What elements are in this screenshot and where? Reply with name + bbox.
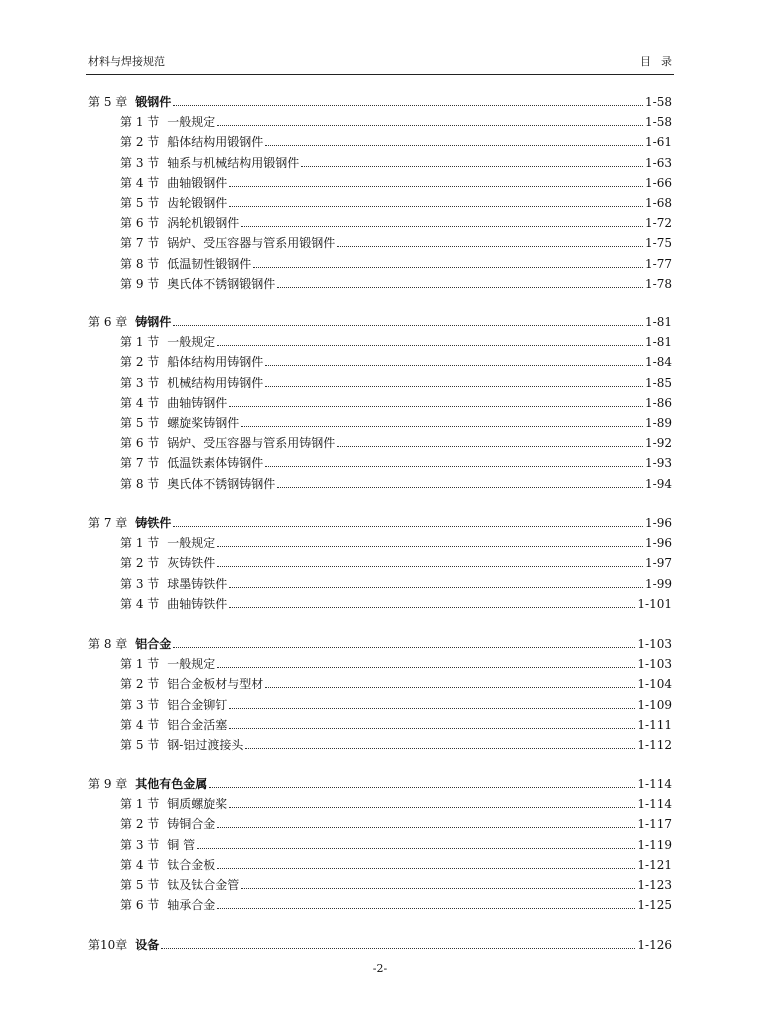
- chapter-number: 第 9 章: [88, 777, 128, 791]
- dot-leader: [229, 728, 635, 729]
- section-title: 铜质螺旋桨: [167, 797, 228, 812]
- chapter-page-number: 1-96: [645, 516, 672, 530]
- toc-section-entry[interactable]: [88, 350, 672, 370]
- section-number: 第 5 节: [120, 196, 160, 210]
- section-number: 第 6 节: [120, 216, 160, 231]
- section-number: 第 1 节: [120, 797, 160, 812]
- dot-leader: [265, 365, 643, 366]
- section-page-number: 1-81: [645, 335, 672, 350]
- section-number: 第 4 节: [120, 857, 160, 872]
- section-title: 锅炉、受压容器与管系用铸钢件: [167, 436, 336, 451]
- chapter-title: 铸钢件: [135, 315, 172, 329]
- section-title: 涡轮机锻钢件: [167, 216, 240, 231]
- section-title: 目录: [640, 55, 682, 68]
- section-number: 第 2 节: [120, 677, 160, 692]
- section-title: 低温韧性锻钢件: [167, 256, 252, 271]
- dot-leader: [229, 206, 643, 207]
- page-number: -2-: [372, 962, 388, 975]
- section-number: 第 6 节: [120, 898, 160, 913]
- section-title: 奥氏体不锈钢锻钢件: [167, 276, 276, 291]
- toc-section-entry[interactable]: [88, 411, 672, 431]
- section-title: 锅炉、受压容器与管系用锻钢件: [167, 236, 336, 251]
- section-number: 第 2 节: [120, 355, 160, 370]
- section-page-number: 1-89: [645, 416, 672, 430]
- toc-chapter-entry[interactable]: [88, 772, 672, 792]
- dot-leader: [337, 246, 643, 247]
- chapter-page-number: 1-126: [637, 938, 672, 952]
- header-divider: [86, 74, 674, 75]
- toc-section-entry[interactable]: [88, 531, 672, 551]
- section-page-number: 1-109: [637, 697, 672, 712]
- section-page-number: 1-117: [637, 817, 672, 832]
- toc-chapter-entry[interactable]: [88, 933, 672, 953]
- section-page-number: 1-114: [637, 797, 672, 812]
- section-page-number: 1-99: [645, 576, 672, 591]
- toc-section-entry[interactable]: [88, 171, 672, 191]
- section-title: 一般规定: [167, 115, 216, 130]
- toc-chapter-entry[interactable]: [88, 310, 672, 330]
- toc-section-entry[interactable]: [88, 211, 672, 231]
- toc-section-entry[interactable]: [88, 130, 672, 150]
- section-page-number: 1-84: [645, 355, 672, 370]
- section-page-number: 1-66: [645, 175, 672, 190]
- chapter-number: 第10章: [88, 938, 128, 952]
- section-title: 灰铸铁件: [167, 556, 216, 571]
- dot-leader: [209, 787, 635, 788]
- chapter-page-number: 1-103: [637, 637, 672, 651]
- toc-chapter-entry[interactable]: [88, 511, 672, 531]
- dot-leader: [217, 827, 635, 828]
- section-number: 第 5 节: [120, 738, 160, 752]
- toc-section-entry[interactable]: [88, 873, 672, 893]
- toc-section-entry[interactable]: [88, 672, 672, 692]
- dot-leader: [217, 667, 635, 668]
- dot-leader: [217, 908, 635, 909]
- section-number: 第 3 节: [120, 375, 160, 390]
- section-title: 齿轮锻钢件: [167, 196, 228, 210]
- section-page-number: 1-125: [637, 898, 672, 913]
- chapter-title: 其他有色金属: [135, 777, 208, 791]
- section-title: 船体结构用铸钢件: [167, 355, 264, 370]
- section-number: 第 5 节: [120, 416, 160, 430]
- section-number: 第 2 节: [120, 556, 160, 571]
- section-title: 低温铁素体铸钢件: [167, 456, 264, 471]
- section-title: 奥氏体不锈钢铸钢件: [167, 476, 276, 491]
- section-title: 曲轴锻钢件: [167, 175, 228, 190]
- toc-section-entry[interactable]: [88, 371, 672, 391]
- section-page-number: 1-72: [645, 216, 672, 231]
- section-number: 第 3 节: [120, 697, 160, 712]
- section-title: 钛及钛合金管: [167, 878, 240, 892]
- dot-leader: [241, 226, 643, 227]
- dot-leader: [217, 566, 643, 567]
- section-number: 第 8 节: [120, 256, 160, 271]
- toc-section-entry[interactable]: [88, 191, 672, 211]
- section-title: 轴系与机械结构用锻钢件: [167, 155, 300, 170]
- dot-leader: [173, 105, 643, 106]
- section-title: 球墨铸铁件: [167, 576, 228, 591]
- dot-leader: [229, 607, 635, 608]
- dot-leader: [217, 125, 643, 126]
- section-number: 第 5 节: [120, 878, 160, 892]
- toc-section-entry[interactable]: [88, 693, 672, 713]
- dot-leader: [245, 748, 635, 749]
- section-number: 第 1 节: [120, 115, 160, 130]
- section-number: 第 4 节: [120, 395, 160, 410]
- section-page-number: 1-78: [645, 276, 672, 291]
- section-page-number: 1-119: [637, 837, 672, 852]
- section-title: 铝合金铆钉: [167, 697, 228, 712]
- section-title: 铝合金板材与型材: [167, 677, 264, 692]
- section-title: 轴承合金: [167, 898, 216, 913]
- section-page-number: 1-86: [645, 395, 672, 410]
- dot-leader: [277, 287, 643, 288]
- section-title: 钢-铝过渡接头: [167, 738, 244, 752]
- toc-chapter-entry[interactable]: [88, 90, 672, 110]
- chapter-number: 第 8 章: [88, 637, 128, 651]
- toc-section-entry[interactable]: [88, 472, 672, 492]
- section-number: 第 8 节: [120, 476, 160, 491]
- section-page-number: 1-93: [645, 456, 672, 471]
- section-title: 螺旋桨铸钢件: [167, 416, 240, 430]
- section-number: 第 4 节: [120, 717, 160, 732]
- dot-leader: [197, 848, 635, 849]
- chapter-number: 第 6 章: [88, 315, 128, 329]
- section-page-number: 1-103: [637, 657, 672, 672]
- toc-section-entry[interactable]: [88, 652, 672, 672]
- section-title: 铝合金活塞: [167, 717, 228, 732]
- section-number: 第 2 节: [120, 135, 160, 150]
- section-title: 机械结构用铸钢件: [167, 375, 264, 390]
- dot-leader: [265, 145, 643, 146]
- dot-leader: [229, 186, 643, 187]
- document-title: 材料与焊接规范: [88, 55, 165, 68]
- toc-section-entry[interactable]: [88, 833, 672, 853]
- section-number: 第 9 节: [120, 276, 160, 291]
- toc-section-entry[interactable]: [88, 592, 672, 612]
- toc-section-entry[interactable]: [88, 272, 672, 292]
- dot-leader: [217, 546, 643, 547]
- running-header: [88, 52, 682, 72]
- section-title: 曲轴铸铁件: [167, 596, 228, 611]
- toc-section-entry[interactable]: [88, 431, 672, 451]
- dot-leader: [337, 446, 643, 447]
- toc-section-entry[interactable]: [88, 853, 672, 873]
- toc-section-entry[interactable]: [88, 733, 672, 753]
- section-title: 曲轴铸钢件: [167, 395, 228, 410]
- toc-section-entry[interactable]: [88, 252, 672, 272]
- section-title: 一般规定: [167, 536, 216, 551]
- section-number: 第 7 节: [120, 456, 160, 471]
- chapter-title: 铸铁件: [135, 516, 172, 530]
- section-title: 铜 管: [167, 837, 196, 852]
- toc-section-entry[interactable]: [88, 330, 672, 350]
- toc-chapter-entry[interactable]: [88, 632, 672, 652]
- chapter-title: 铝合金: [135, 637, 172, 651]
- section-number: 第 4 节: [120, 175, 160, 190]
- chapter-title: 锻钢件: [135, 95, 172, 109]
- dot-leader: [229, 587, 643, 588]
- section-page-number: 1-121: [637, 857, 672, 872]
- dot-leader: [265, 466, 643, 467]
- toc-section-entry[interactable]: [88, 391, 672, 411]
- toc-section-entry[interactable]: [88, 551, 672, 571]
- chapter-title: 设备: [135, 938, 160, 952]
- toc-section-entry[interactable]: [88, 812, 672, 832]
- section-number: 第 3 节: [120, 155, 160, 170]
- dot-leader: [277, 487, 643, 488]
- dot-leader: [265, 386, 643, 387]
- toc-section-entry[interactable]: [88, 451, 672, 471]
- chapter-page-number: 1-114: [637, 777, 672, 791]
- section-number: 第 1 节: [120, 335, 160, 350]
- section-page-number: 1-61: [645, 135, 672, 150]
- chapter-number: 第 5 章: [88, 95, 128, 109]
- section-number: 第 7 节: [120, 236, 160, 251]
- dot-leader: [301, 166, 643, 167]
- dot-leader: [241, 426, 643, 427]
- section-number: 第 3 节: [120, 576, 160, 591]
- section-page-number: 1-97: [645, 556, 672, 571]
- dot-leader: [241, 888, 635, 889]
- section-page-number: 1-111: [637, 717, 672, 732]
- dot-leader: [229, 406, 643, 407]
- section-page-number: 1-94: [645, 476, 672, 491]
- section-page-number: 1-77: [645, 256, 672, 271]
- toc-section-entry[interactable]: [88, 151, 672, 171]
- section-number: 第 3 节: [120, 837, 160, 852]
- chapter-number: 第 7 章: [88, 516, 128, 530]
- toc-section-entry[interactable]: [88, 231, 672, 251]
- section-page-number: 1-101: [637, 596, 672, 611]
- section-page-number: 1-96: [645, 536, 672, 551]
- dot-leader: [173, 647, 635, 648]
- dot-leader: [265, 687, 635, 688]
- section-title: 一般规定: [167, 657, 216, 672]
- dot-leader: [229, 708, 635, 709]
- chapter-page-number: 1-81: [645, 315, 672, 329]
- section-title: 船体结构用锻钢件: [167, 135, 264, 150]
- section-number: 第 1 节: [120, 657, 160, 672]
- section-page-number: 1-112: [637, 738, 672, 752]
- toc-section-entry[interactable]: [88, 713, 672, 733]
- dot-leader: [217, 868, 635, 869]
- toc-section-entry[interactable]: [88, 792, 672, 812]
- section-page-number: 1-58: [645, 115, 672, 130]
- section-number: 第 1 节: [120, 536, 160, 551]
- section-page-number: 1-104: [637, 677, 672, 692]
- toc-section-entry[interactable]: [88, 572, 672, 592]
- section-title: 一般规定: [167, 335, 216, 350]
- dot-leader: [217, 345, 643, 346]
- section-page-number: 1-68: [645, 196, 672, 210]
- section-number: 第 4 节: [120, 596, 160, 611]
- toc-section-entry[interactable]: [88, 110, 672, 130]
- dot-leader: [173, 526, 643, 527]
- dot-leader: [173, 325, 643, 326]
- section-title: 钛合金板: [167, 857, 216, 872]
- section-page-number: 1-85: [645, 375, 672, 390]
- chapter-page-number: 1-58: [645, 95, 672, 109]
- section-title: 铸铜合金: [167, 817, 216, 832]
- dot-leader: [229, 807, 635, 808]
- section-number: 第 2 节: [120, 817, 160, 832]
- section-page-number: 1-92: [645, 436, 672, 451]
- toc-section-entry[interactable]: [88, 893, 672, 913]
- section-page-number: 1-75: [645, 236, 672, 251]
- dot-leader: [253, 267, 643, 268]
- dot-leader: [161, 948, 635, 949]
- section-page-number: 1-123: [637, 878, 672, 892]
- section-page-number: 1-63: [645, 155, 672, 170]
- section-number: 第 6 节: [120, 436, 160, 451]
